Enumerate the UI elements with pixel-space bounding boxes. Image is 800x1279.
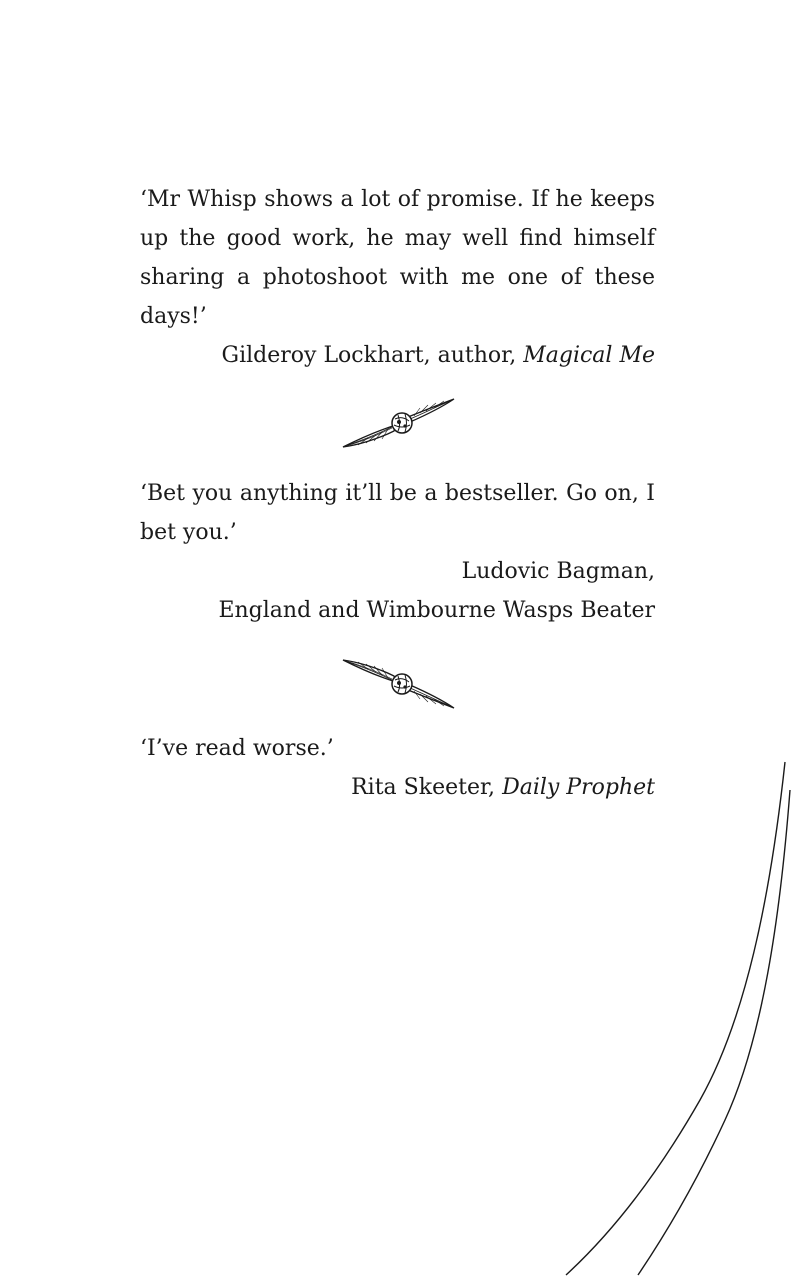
golden-snitch-icon bbox=[338, 395, 458, 455]
quote-skeeter: ‘I’ve read worse.’ bbox=[140, 736, 334, 761]
attribution-skeeter bbox=[351, 768, 655, 807]
quote-lockhart: ‘Mr Whisp shows a lot of promise. If he keeps up the good work, he may well find himself sharing a photoshoot with me one of these days!’ bbox=[140, 187, 655, 329]
author-name: Gilderoy Lockhart, author, bbox=[221, 343, 524, 368]
attribution-lockhart bbox=[222, 336, 655, 375]
golden-snitch-icon bbox=[338, 652, 458, 712]
source-title: Daily Prophet bbox=[502, 775, 655, 800]
author-name: Rita Skeeter, bbox=[351, 775, 503, 800]
attribution-bagman-role: England and Wimbourne Wasps Beater bbox=[218, 598, 655, 623]
quote-bagman: ‘Bet you anything it’ll be a bestseller. Go on, I bet you.’ bbox=[140, 481, 655, 545]
attribution-bagman-name: Ludovic Bagman, bbox=[461, 559, 655, 584]
source-title: Magical Me bbox=[523, 343, 655, 368]
